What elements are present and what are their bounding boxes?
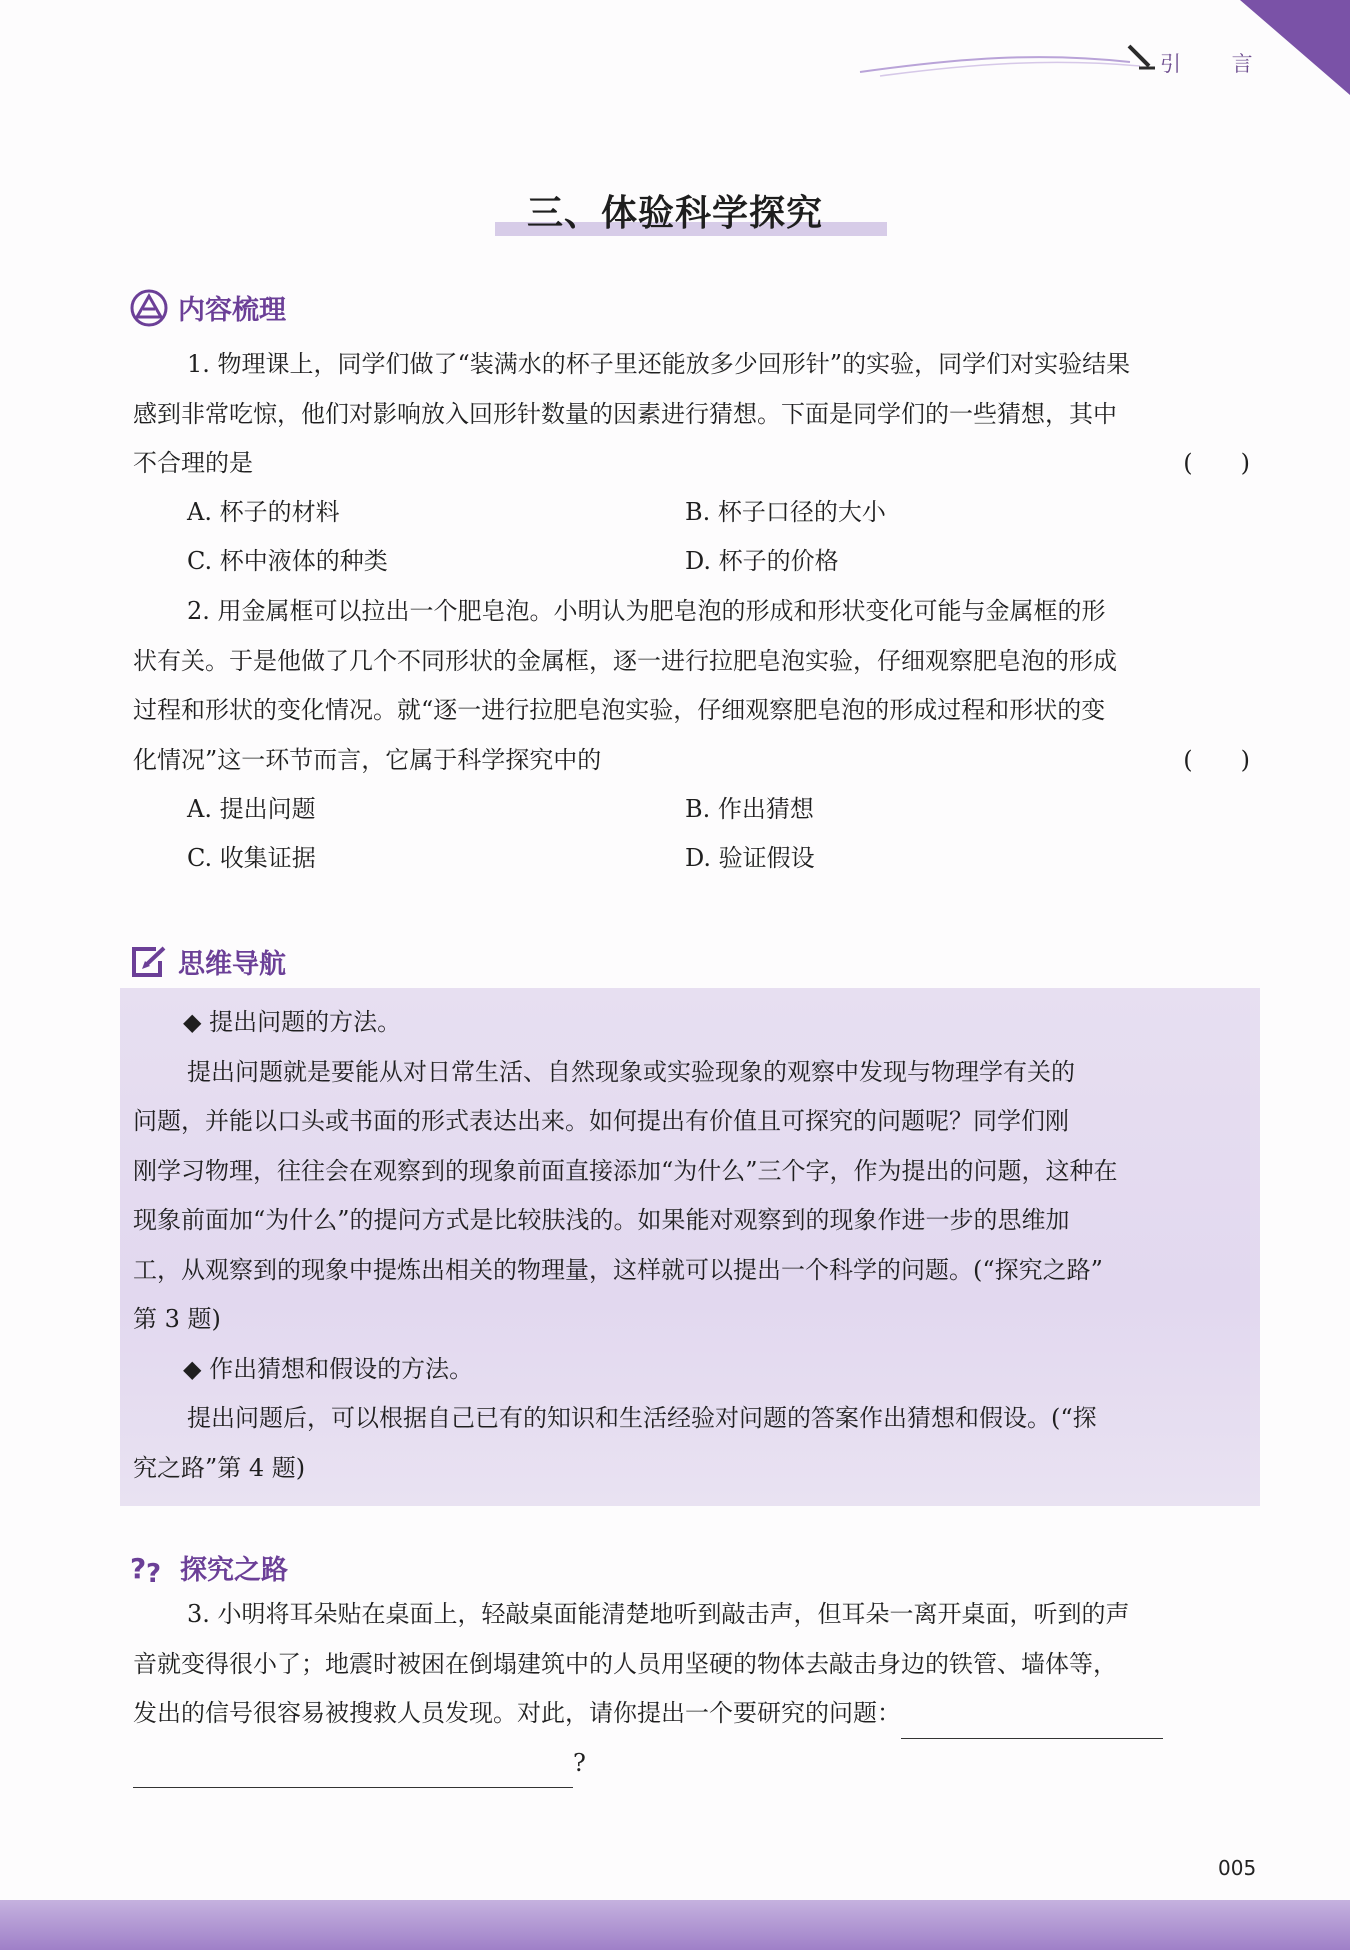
- header-title: 引 言: [1160, 52, 1275, 76]
- q2-option-d: D. 验证假设: [685, 844, 815, 872]
- question-line: 发出的信号很容易被搜救人员发现。对此，请你提出一个要研究的问题：: [133, 1699, 901, 1727]
- svg-text:?: ?: [146, 1558, 162, 1586]
- question-line-last: [133, 439, 1250, 489]
- nav-line: 提出问题就是要能从对日常生活、自然现象或实验现象的观察中发现与物理学有关的: [187, 1057, 1075, 1086]
- nav-bullet-text: ◆ 作出猜想和假设的方法。: [183, 1354, 474, 1383]
- page-number: 005: [1218, 1856, 1257, 1880]
- triangle-circle-icon: [130, 289, 168, 327]
- section-content-review: [130, 288, 286, 327]
- nav-line: 究之路”第 4 题): [133, 1453, 306, 1482]
- nav-line: 第 3 题): [133, 1305, 221, 1333]
- bottom-decorative-band: [0, 1900, 1350, 1950]
- question-line: 状有关。于是他做了几个不同形状的金属框，逐一进行拉肥皂泡实验，仔细观察肥皂泡的形成: [133, 646, 1117, 675]
- answer-blank[interactable]: [901, 1710, 1163, 1739]
- q1-option-a: A. 杯子的材料: [187, 498, 340, 526]
- question-line: 3. 小明将耳朵贴在桌面上，轻敲桌面能清楚地听到敲击声，但耳朵一离开桌面，听到的声: [187, 1600, 1130, 1628]
- question-2: [133, 587, 1250, 785]
- nav-bullet: [133, 1345, 1250, 1395]
- nav-line: 问题，并能以口头或书面的形式表达出来。如何提出有价值且可探究的问题呢？同学们刚: [133, 1107, 1069, 1135]
- answer-parentheses: ( ): [1183, 745, 1250, 774]
- section-explore-path: [130, 1548, 288, 1587]
- question-line: 音就变得很小了；地震时被困在倒塌建筑中的人员用坚硬的物体去敲击身边的铁管、墙体等，: [133, 1649, 1117, 1678]
- question-marks-icon: [130, 1550, 170, 1586]
- question-1: [133, 340, 1250, 489]
- q2-option-c: C. 收集证据: [187, 844, 316, 872]
- nav-line: 提出问题后，可以根据自己已有的知识和生活经验对问题的答案作出猜想和假设。(“探: [187, 1404, 1097, 1432]
- answer-blank[interactable]: [133, 1759, 573, 1788]
- section-thinking-nav: [130, 942, 286, 981]
- question-line: 感到非常吃惊，他们对影响放入回形针数量的因素进行猜想。下面是同学们的一些猜想，其中: [133, 399, 1117, 428]
- question-line-last: [133, 736, 1250, 786]
- chapter-title: 三、体验科学探究: [526, 193, 823, 234]
- thinking-nav-content: [133, 998, 1250, 1493]
- answer-line: [133, 1739, 1250, 1789]
- section-title: 思维导航: [178, 949, 286, 980]
- q1-option-d: D. 杯子的价格: [685, 547, 839, 575]
- q1-option-b: B. 杯子口径的大小: [685, 498, 886, 526]
- pen-icon: [1125, 42, 1155, 72]
- question-line: 1. 物理课上，同学们做了“装满水的杯子里还能放多少回形针”的实验，同学们对实验结果: [187, 350, 1131, 378]
- nav-bullet: [133, 998, 1250, 1048]
- section-title: 内容梳理: [178, 295, 286, 326]
- question-line: 化情况”这一环节而言，它属于科学探究中的: [133, 745, 602, 774]
- q1-option-c: C. 杯中液体的种类: [187, 547, 388, 575]
- question-line: 2. 用金属框可以拉出一个肥皂泡。小明认为肥皂泡的形成和形状变化可能与金属框的形: [187, 597, 1106, 625]
- question-line-with-blank: [133, 1689, 1250, 1739]
- nav-line: 现象前面加“为什么”的提问方式是比较肤浅的。如果能对观察到的现象作进一步的思维加: [133, 1206, 1070, 1234]
- edit-box-icon: [130, 945, 168, 979]
- answer-parentheses: ( ): [1183, 449, 1250, 477]
- question-line: 过程和形状的变化情况。就“逐一进行拉肥皂泡实验，仔细观察肥皂泡的形成过程和形状的变: [133, 696, 1106, 724]
- nav-bullet-text: ◆ 提出问题的方法。: [183, 1008, 402, 1036]
- svg-text:?: ?: [130, 1551, 147, 1585]
- nav-line: 工，从观察到的现象中提炼出相关的物理量，这样就可以提出一个科学的问题。(“探究之路”: [133, 1255, 1103, 1284]
- q2-option-a: A. 提出问题: [187, 795, 316, 823]
- question-end-mark: ?: [573, 1748, 586, 1777]
- question-line: 不合理的是: [133, 449, 253, 477]
- section-title: 探究之路: [180, 1555, 288, 1586]
- question-3: [133, 1590, 1250, 1788]
- nav-line: 刚学习物理，往往会在观察到的现象前面直接添加“为什么”三个字，作为提出的问题，这种在: [133, 1156, 1118, 1185]
- q2-option-b: B. 作出猜想: [685, 795, 814, 823]
